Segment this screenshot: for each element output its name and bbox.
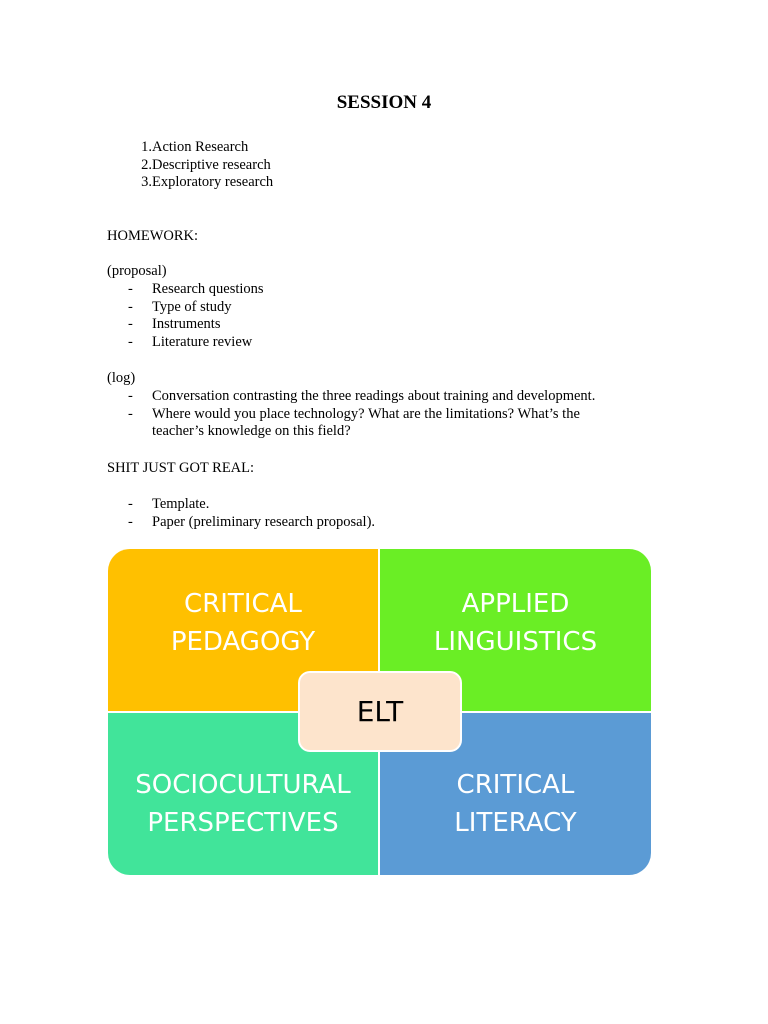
quadrant-label-line: CRITICAL [456,770,575,800]
list-item: - Research questions [128,281,264,297]
quadrant-label-line: PEDAGOGY [170,627,316,657]
list-item: - Template. [128,496,210,512]
quadrant-label-line: CRITICAL [184,589,302,619]
list-item: - Instruments [128,316,221,333]
quadrant-label-line: LINGUISTICS [433,627,598,657]
log-label: (log) [107,370,136,386]
list-item: - Type of study [128,298,232,315]
list-number: 3. [141,174,152,191]
list-text: Paper (preliminary research proposal). [152,513,376,530]
list-item: - Literature review [128,334,253,351]
list-text: Research questions [152,281,264,297]
list-text: Instruments [152,316,221,333]
log-list [107,388,667,441]
list-text: Descriptive research [152,156,271,173]
topic-list [107,139,274,192]
list-item [107,174,274,192]
homework-heading: HOMEWORK: [107,228,199,244]
real-heading: SHIT JUST GOT REAL: [107,460,255,476]
center-elt-box [298,671,462,752]
list-text: Exploratory research [152,174,274,191]
center-label: ELT [356,695,404,728]
quadrant-label-line: LITERACY [454,808,577,838]
list-item: - Where would you place technology? What are the limitations? What’s the teacher’s knowledge on this field? [128,405,580,440]
list-number: 2. [141,156,152,173]
list-text: Literature review [152,334,253,351]
list-text: Conversation contrasting the three readings about training and development. [152,388,596,404]
list-text: Action Research [152,139,249,155]
list-text: Type of study [152,298,232,315]
proposal-label: (proposal) [107,263,167,279]
list-text: Template. [152,496,210,512]
quadrant-label-line: PERSPECTIVES [147,808,339,838]
list-item [107,139,249,157]
quadrant-label-line: APPLIED [461,589,570,619]
list-item: - Conversation contrasting the three readings about training and development. [128,388,596,404]
list-item: - Paper (preliminary research proposal). [128,513,376,530]
real-list [107,496,667,531]
list-text: Where would you place technology? What are the limitations? What’s the teacher’s knowledge on this field? [152,405,580,440]
proposal-list [107,281,667,352]
list-item [107,156,271,175]
quadrant-label-line: SOCIOCULTURAL [135,770,351,800]
list-number: 1. [141,139,152,155]
page-title: SESSION 4 [336,92,432,113]
